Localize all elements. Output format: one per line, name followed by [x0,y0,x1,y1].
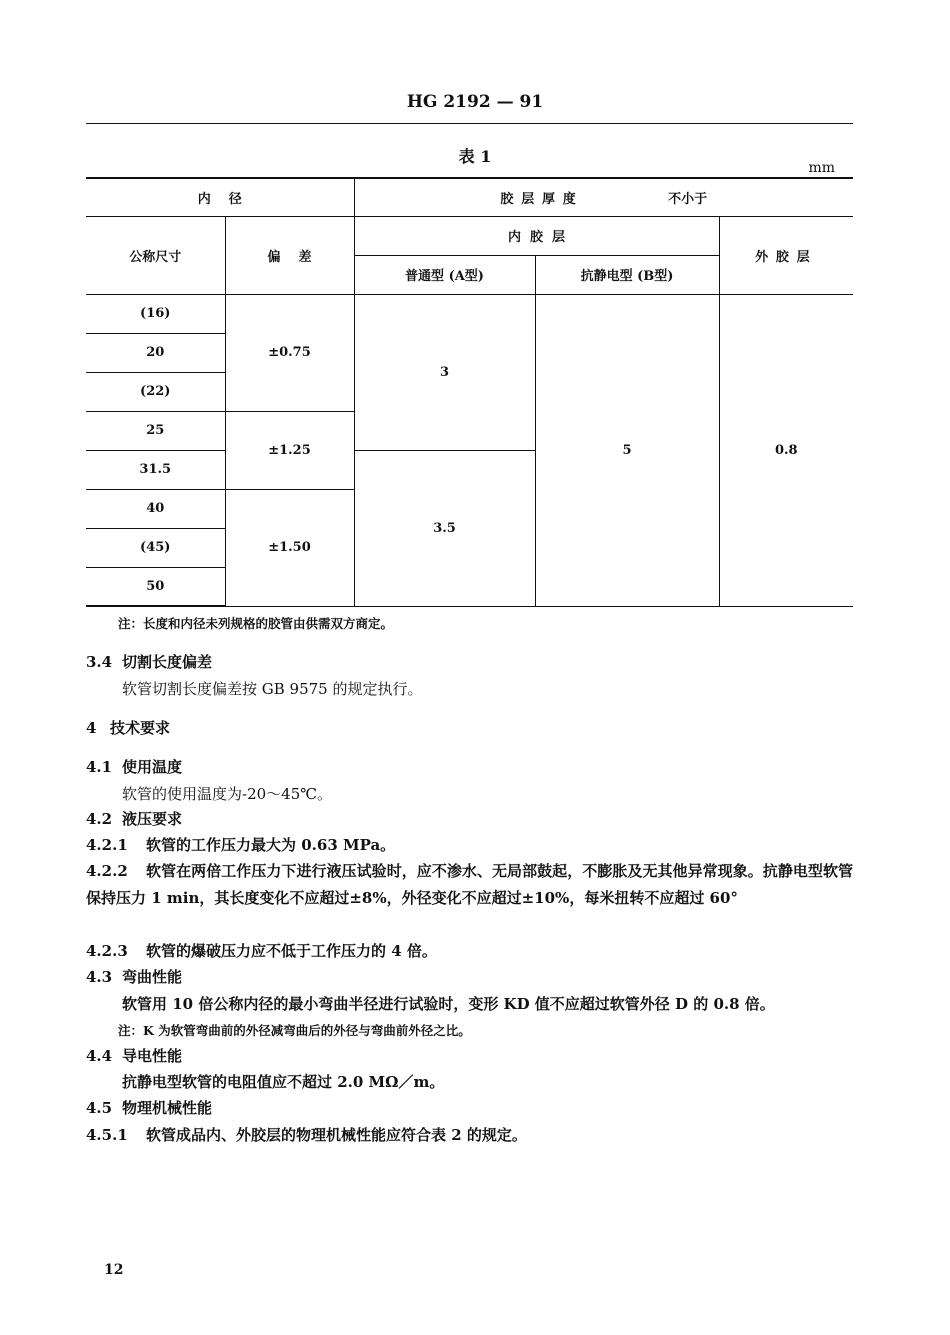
section-number: 4.5.1 [86,1126,128,1144]
header-deviation: 偏 差 [225,216,354,294]
section-4-2-heading [86,806,182,832]
outer-value-cell: 0.8 [719,294,853,606]
section-4-5-heading [86,1095,212,1121]
table-row [86,294,853,333]
section-number: 4.2.2 [86,862,128,880]
header-antistatic-type: 抗静电型 (B型) [535,255,719,294]
header-outer-layer: 外胶层 [719,216,853,294]
header-inner-diameter: 内 径 [86,178,354,216]
size-cell: 25 [86,411,225,450]
section-4-4-text: 抗静电型软管的电阻值应不超过 2.0 MΩ／m。 [122,1073,445,1091]
section-number: 4.2.3 [86,942,128,960]
size-cell: (45) [86,528,225,567]
section-number: 4.2 [86,810,113,828]
section-title: 弯曲性能 [122,968,183,986]
table-header-row [86,178,853,216]
header-layer-thickness-label: 胶层厚度 [500,191,584,207]
antistatic-value-cell: 5 [535,294,719,606]
section-title: 物理机械性能 [122,1099,213,1117]
section-4-3-text: 软管用 10 倍公称内径的最小弯曲半径进行试验时，变形 KD 值不应超过软管外径 D 的 0.8 倍。 [122,995,775,1013]
header-rule [86,123,853,124]
size-cell: (16) [86,294,225,333]
deviation-cell: ±0.75 [225,294,354,411]
table-header-row [86,216,853,255]
size-cell: (22) [86,372,225,411]
page-number: 12 [104,1262,124,1278]
section-4-1-heading [86,754,182,780]
size-cell: 31.5 [86,450,225,489]
size-cell: 20 [86,333,225,372]
section-number: 3.4 [86,653,113,671]
section-number: 4.5 [86,1099,113,1117]
header-normal-type: 普通型 (A型) [354,255,535,294]
section-4-4-heading [86,1043,182,1069]
section-text: 软管的爆破压力应不低于工作压力的 4 倍。 [146,942,437,960]
spec-table [86,177,853,607]
section-text: 软管在两倍工作压力下进行液压试验时，应不渗水、无局部鼓起，不膨胀及无其他异常现象。抗静电型软管保持压力 1 min，其长度变化不应超过±8%，外径变化不应超过±10%，每米扭转不应超过 60° [86,862,853,907]
normal-value-cell: 3.5 [354,450,535,606]
table-unit: mm [808,160,835,176]
section-4-2-3 [86,938,437,964]
size-cell: 40 [86,489,225,528]
section-4-1-text: 软管的使用温度为-20～45℃。 [122,785,333,803]
section-number: 4.2.1 [86,836,128,854]
section-text: 软管成品内、外胶层的物理机械性能应符合表 2 的规定。 [146,1126,527,1144]
section-4-heading [86,715,170,741]
table-title: 表 1 [458,147,492,166]
deviation-cell: ±1.25 [225,411,354,489]
section-number: 4.3 [86,968,113,986]
header-nominal-size: 公称尺寸 [86,216,225,294]
section-4-3-note: 注：K 为软管弯曲前的外径减弯曲后的外径与弯曲前外径之比。 [118,1023,471,1038]
section-4-5-1 [86,1122,527,1148]
table-note: 注：长度和内径未列规格的胶管由供需双方商定。 [118,616,394,631]
section-3-4-heading [86,649,212,675]
size-cell: 50 [86,567,225,606]
section-3-4-text: 软管切割长度偏差按 GB 9575 的规定执行。 [122,680,423,698]
section-title: 液压要求 [122,810,183,828]
normal-value-cell: 3 [354,294,535,450]
section-number: 4.1 [86,758,113,776]
header-not-less-than: 不小于 [668,191,708,207]
section-title: 导电性能 [122,1047,183,1065]
section-number: 4.4 [86,1047,113,1065]
section-4-3-heading [86,964,182,990]
section-number: 4 [86,719,97,737]
section-title: 技术要求 [110,719,171,737]
section-text: 软管的工作压力最大为 0.63 MPa。 [146,836,396,854]
section-title: 使用温度 [122,758,183,776]
header-layer-thickness [354,178,853,216]
section-4-2-2 [86,858,853,912]
header-inner-layer: 内 胶 层 [354,216,719,255]
section-4-2-1 [86,832,395,858]
deviation-cell: ±1.50 [225,489,354,606]
standard-code: HG 2192 — 91 [406,92,544,112]
section-title: 切割长度偏差 [122,653,213,671]
